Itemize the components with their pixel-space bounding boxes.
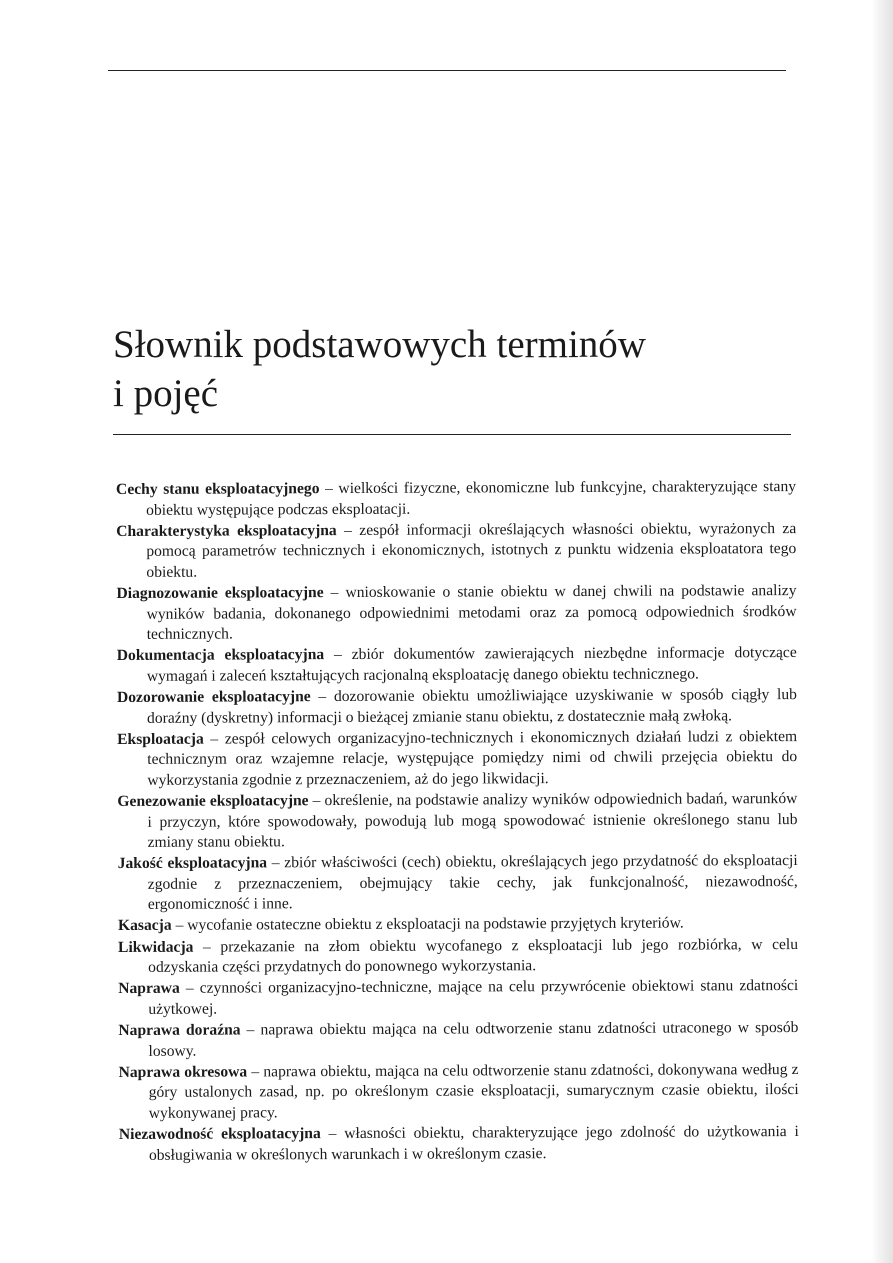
- glossary-definition: naprawa obiektu, mająca na celu odtworzenie stanu zdatności, dokonywana według z góry ustalonych zasad, np. po określonym czasie eksploatacji, sumarycznym czasie obiektu, ilości wykonywanej pracy.: [148, 1060, 799, 1122]
- glossary-definition: zbiór dokumentów zawierających niezbędne informacje dotyczące wymagań i zaleceń kształtujących racjonalną eksploatację danego obiektu technicznego.: [146, 644, 797, 685]
- glossary-term: Dozorowanie eksploatacyjne: [116, 688, 311, 706]
- glossary-definition: wielkości fizyczne, ekonomiczne lub funkcyjne, charakteryzujące stany obiektu występujące podczas eksploatacji.: [146, 478, 797, 519]
- glossary-definition: wnioskowanie o stanie obiektu w danej chwili na podstawie analizy wyników badania, dokonanego odpowiednimi metodami oraz za pomocą odpowiednich środków technicznych.: [146, 582, 797, 644]
- glossary-definition: zespół celowych organizacyjno-technicznych i ekonomicznych działań ludzi z obiektem technicznym oraz wzajemne relacje, występujące pomiędzy nimi od chwili przejęcia obiektu do wykorzystania zgodnie z przeznaczeniem, aż do jego likwidacji.: [147, 727, 798, 789]
- glossary-definition: wycofanie ostateczne obiektu z eksploatacji na podstawie przyjętych kryteriów.: [187, 914, 684, 935]
- glossary-entry: Charakterystyka eksploatacyjna – zespół informacji określających własności obiektu, wyrażonych za pomocą parametrów technicznych i ekonomicznych, istotnych z punktu widzenia eksploatatora tego obiektu.: [116, 519, 797, 581]
- glossary-entry: Cechy stanu eksploatacyjnego – wielkości fizyczne, ekonomiczne lub funkcyjne, charakteryzujące stany obiektu występujące podczas eksploatacji.: [116, 478, 797, 519]
- glossary-entry: Jakość eksploatacyjna – zbiór właściwości (cech) obiektu, określających jego przydatność do eksploatacji zgodnie z przeznaczeniem, obejmujący takie cechy, jak funkcjonalność, niezawodność, ergonomiczność i inne.: [117, 852, 798, 914]
- glossary-term: Naprawa okresowa: [118, 1063, 248, 1081]
- chapter-title: [113, 320, 793, 418]
- glossary-definition: własności obiektu, charakteryzujące jego zdolność do użytkowania i obsługiwania w określonych warunkach i w określonym czasie.: [148, 1122, 799, 1164]
- glossary-entry: Naprawa – czynności organizacyjno-techniczne, mające na celu przywrócenie obiektowi stanu zdatności użytkowej.: [118, 977, 799, 1018]
- glossary-entry: Naprawa doraźna – naprawa obiektu mająca na celu odtworzenie stanu zdatności utraconego w sposób losowy.: [118, 1018, 799, 1060]
- glossary-term: Naprawa: [118, 979, 180, 998]
- glossary-term: Likwidacja: [118, 938, 194, 956]
- glossary-term: Naprawa doraźna: [118, 1021, 241, 1039]
- glossary-term: Genezowanie eksploatacyjne: [117, 792, 309, 810]
- glossary-definition: przekazanie na złom obiektu wycofanego z eksploatacji lub jego rozbiórka, w celu odzyskania części przydatnych do ponownego wykorzystania.: [148, 935, 799, 977]
- glossary-definition: czynności organizacyjno-techniczne, mające na celu przywrócenie obiektowi stanu zdatności użytkowej.: [148, 977, 799, 1018]
- glossary-definition: określenie, na podstawie analizy wyników odpowiednich badań, warunków i przyczyn, które spowodowały, powodują lub mogą spowodować istnienie określonego stanu lub zmiany stanu obiektu.: [147, 789, 798, 851]
- glossary-term: Eksploatacja: [117, 730, 204, 748]
- glossary-term: Cechy stanu eksploatacyjnego: [116, 480, 320, 498]
- glossary-entry: Niezawodność eksploatacyjna – własności obiektu, charakteryzujące jego zdolność do użytkowania i obsługiwania w określonych warunkach i w określonym czasie.: [118, 1122, 799, 1164]
- scan-page-edge-shadow: [871, 0, 893, 1263]
- glossary-entry: Kasacja – wycofanie ostateczne obiektu z eksploatacji na podstawie przyjętych kryteriów.: [117, 914, 684, 935]
- glossary-term: Niezawodność eksploatacyjna: [118, 1125, 321, 1143]
- glossary-definition: dozorowanie obiektu umożliwiające uzyskiwanie w sposób ciągły lub doraźny (dyskretny) informacji o bieżącej zmianie stanu obiektu, z dostatecznie małą zwłoką.: [147, 685, 797, 727]
- glossary-entry: Naprawa okresowa – naprawa obiektu, mająca na celu odtworzenie stanu zdatności, dokonywana według z góry ustalonych zasad, np. po określonym czasie eksploatacji, sumarycznym czasie obiektu, ilości wykonywanej pracy.: [118, 1060, 799, 1122]
- glossary-definition: zespół informacji określających własności obiektu, wyrażonych za pomocą parametrów technicznych i ekonomicznych, istotnych z punktu widzenia eksploatatora tego obiektu.: [146, 519, 797, 581]
- glossary-entry: Dokumentacja eksploatacyjna – zbiór dokumentów zawierających niezbędne informacje dotyczące wymagań i zaleceń kształtujących racjonalną eksploatację danego obiektu technicznego.: [116, 644, 797, 685]
- glossary-term: Dokumentacja eksploatacyjna: [116, 646, 325, 665]
- glossary-entry: Genezowanie eksploatacyjne – określenie, na podstawie analizy wyników odpowiednich badań, warunków i przyczyn, które spowodowały, powodują lub mogą spowodować istnienie określonego stanu lub zmiany stanu obiektu.: [117, 789, 798, 851]
- top-rule: [108, 70, 786, 71]
- glossary-entry: Likwidacja – przekazanie na złom obiektu wycofanego z eksploatacji lub jego rozbiórka, w celu odzyskania części przydatnych do ponownego wykorzystania.: [118, 935, 799, 977]
- chapter-title-line-2: i pojęć: [113, 372, 219, 415]
- glossary-list: [116, 477, 799, 1167]
- glossary-term: Diagnozowanie eksploatacyjne: [116, 584, 324, 602]
- glossary-entry: Dozorowanie eksploatacyjne – dozorowanie obiektu umożliwiające uzyskiwanie w sposób ciągły lub doraźny (dyskretny) informacji o bieżącej zmianie stanu obiektu, z dostatecznie małą zwłoką.: [116, 685, 797, 727]
- glossary-term: Kasacja: [117, 917, 172, 935]
- glossary-term: Jakość eksploatacyjna: [117, 854, 268, 873]
- glossary-entry: Eksploatacja – zespół celowych organizacyjno-technicznych i ekonomicznych działań ludzi z obiektem technicznym oraz wzajemne relacje, występujące pomiędzy nimi od chwili przejęcia obiektu do wykorzystania zgodnie z przeznaczeniem, aż do jego likwidacji.: [117, 727, 798, 789]
- title-rule: [113, 434, 791, 435]
- glossary-entry: Diagnozowanie eksploatacyjne – wnioskowanie o stanie obiektu w danej chwili na podstawie analizy wyników badania, dokonanego odpowiednimi metodami oraz za pomocą odpowiednich środków technicznych.: [116, 582, 797, 644]
- glossary-definition: zbiór właściwości (cech) obiektu, określających jego przydatność do eksploatacji zgodnie z przeznaczeniem, obejmujący takie cechy, jak funkcjonalność, niezawodność, ergonomiczność i inne.: [147, 852, 798, 914]
- glossary-definition: naprawa obiektu mająca na celu odtworzenie stanu zdatności utraconego w sposób losowy.: [148, 1018, 799, 1060]
- chapter-title-line-1: Słownik podstawowych terminów: [113, 323, 646, 366]
- glossary-term: Charakterystyka eksploatacyjna: [116, 521, 337, 540]
